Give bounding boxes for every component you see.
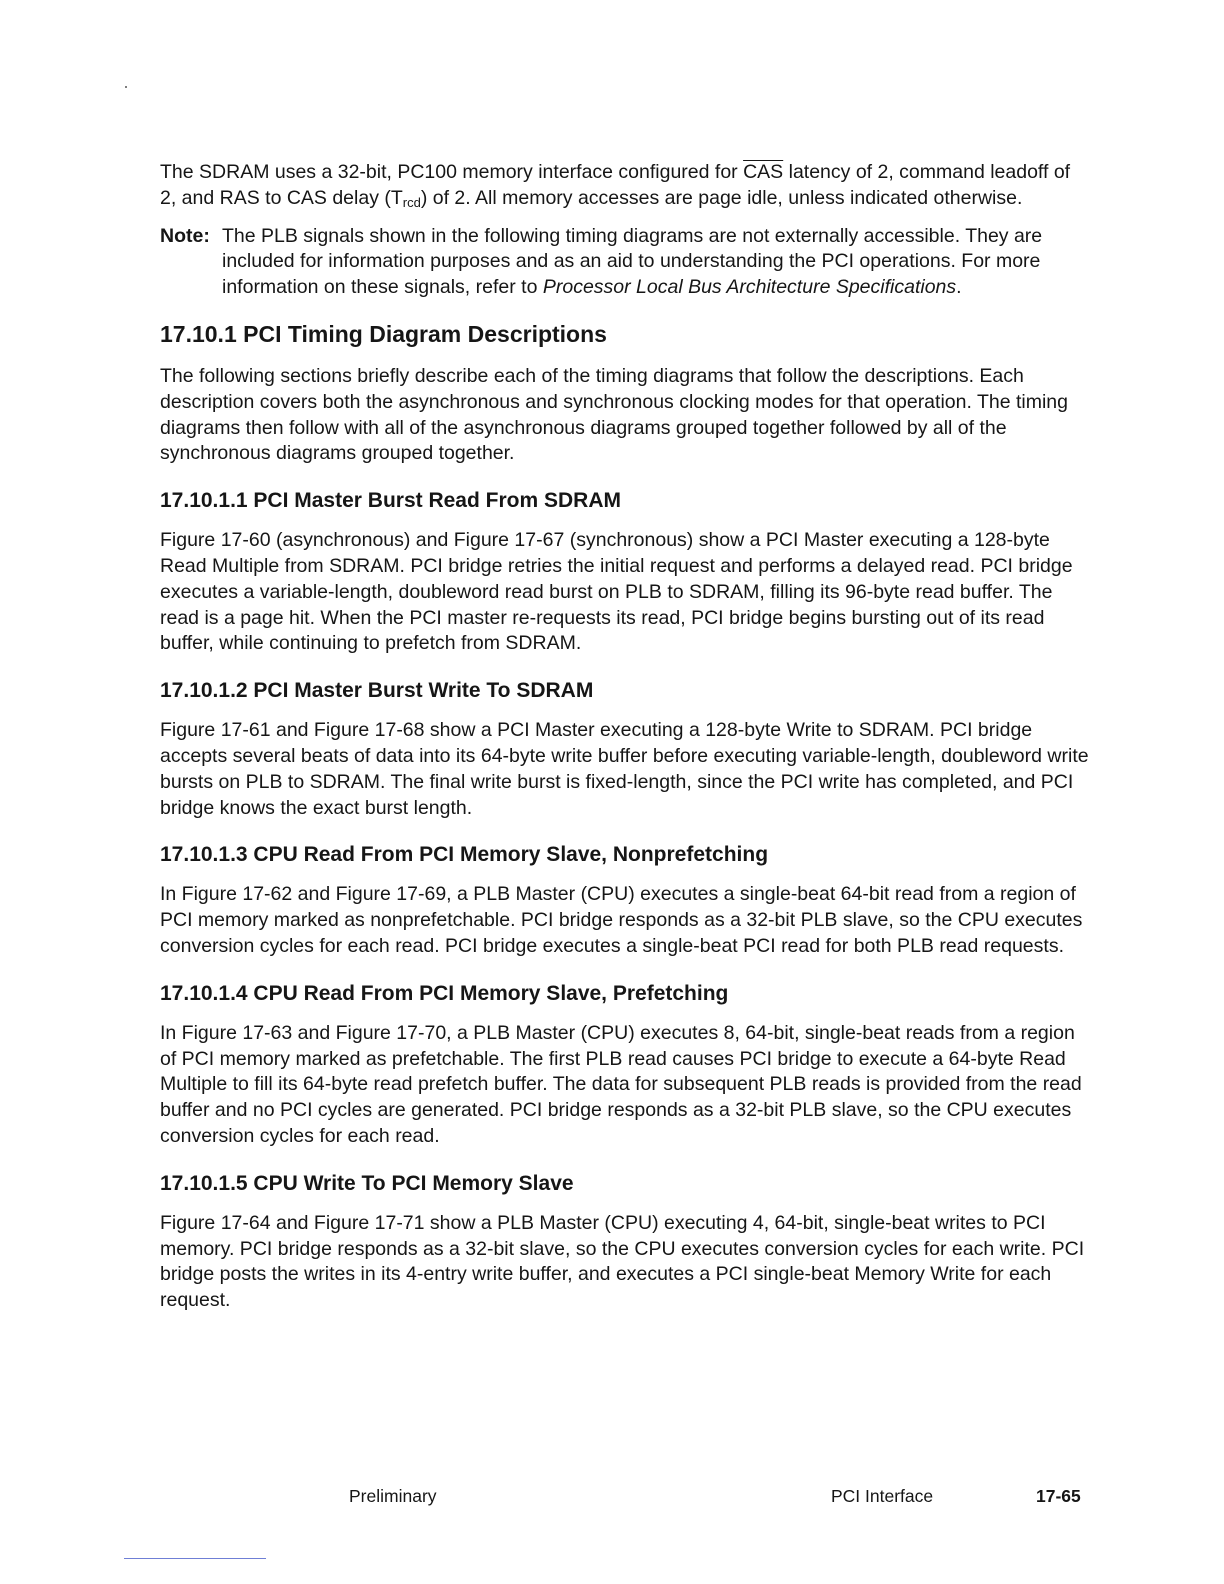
subsection-heading: 17.10.1.2 PCI Master Burst Write To SDRAM	[160, 679, 594, 703]
footer-status: Preliminary	[349, 1486, 437, 1506]
scan-edge-line	[124, 1558, 266, 1559]
note-block	[160, 224, 1090, 301]
subsection-heading: 17.10.1.3 CPU Read From PCI Memory Slave, Nonprefetching	[160, 843, 769, 867]
subsection-body: Figure 17-64 and Figure 17-71 show a PLB Master (CPU) executing 4, 64-bit, single-beat writes to PCI memory. PCI bridge responds as a 32-bit slave, so the CPU executes conversion cycles for each write. PCI bridge posts the writes in its 4-entry write buffer, and executes a PCI single-beat Memory Write for each request.	[160, 1211, 1085, 1312]
subsection-heading: 17.10.1.1 PCI Master Burst Read From SDRAM	[160, 489, 621, 513]
subsection-burst-write	[160, 677, 1090, 821]
subsection-heading: 17.10.1.5 CPU Write To PCI Memory Slave	[160, 1171, 574, 1195]
subsection-heading: 17.10.1.4 CPU Read From PCI Memory Slave, Prefetching	[160, 981, 729, 1005]
section-body: The following sections briefly describe each of the timing diagrams that follow the descriptions. Each description covers both the asynchronous and synchronous clocking modes for that operation. The timing diagrams then follow with all of the asynchronous diagrams grouped together followed by all of the synchronous diagrams grouped together.	[160, 364, 1068, 465]
footer-chapter: PCI Interface	[831, 1486, 934, 1506]
note-label: Note:	[160, 224, 210, 247]
subsection-body: Figure 17-60 (asynchronous) and Figure 17-67 (synchronous) show a PCI Master executing a 128-byte Read Multiple from SDRAM. PCI bridge retries the initial request and performs a delayed read. PCI bridge executes a variable-length, doubleword read burst on PLB to SDRAM, filling its 96-byte read buffer. The read is a page hit. When the PCI master re-requests its read, PCI bridge begins bursting out of its read buffer, while continuing to prefetch from SDRAM.	[160, 529, 1073, 655]
subsection-cpu-write	[160, 1170, 1090, 1314]
scan-speck	[125, 86, 127, 88]
page-content	[160, 160, 1090, 1334]
subsection-read-prefetching	[160, 980, 1090, 1150]
section-heading: 17.10.1 PCI Timing Diagram Descriptions	[160, 320, 607, 347]
subsection-body: Figure 17-61 and Figure 17-68 show a PCI Master executing a 128-byte Write to SDRAM. PCI bridge accepts several beats of data into its 64-byte write buffer before executing variable-length, doubleword write bursts on PLB to SDRAM. The final write burst is fixed-length, since the PCI write has completed, and PCI bridge knows the exact burst length.	[160, 719, 1089, 819]
subsection-read-nonprefetching	[160, 841, 1090, 959]
cas-signal: $\overline{CAS}$	[743, 161, 784, 183]
section-timing-descriptions	[160, 319, 1090, 467]
note-text: The PLB signals shown in the following timing diagrams are not externally accessible. They are included for information purposes and as an aid to understanding the PCI operations. For more information on these signals, refer to Processor Local Bus Architecture Specifications.	[222, 224, 1043, 299]
subsection-burst-read	[160, 487, 1090, 657]
spec-reference: Processor Local Bus Architecture Specifications	[542, 276, 957, 299]
subsection-body: In Figure 17-63 and Figure 17-70, a PLB Master (CPU) executes 8, 64-bit, single-beat reads from a region of PCI memory marked as prefetchable. The first PLB read causes PCI bridge to execute a 64-byte Read Multiple to fill its 64-byte read prefetch buffer. The data for subsequent PLB reads is provided from the read buffer and no PCI cycles are generated. PCI bridge responds as a 32-bit PLB slave, so the CPU executes conversion cycles for each read.	[160, 1021, 1082, 1147]
footer-page-number: 17-65	[1036, 1486, 1081, 1506]
intro-paragraph: The SDRAM uses a 32-bit, PC100 memory interface configured for $\overline{CAS}$ latency of 2, command leadoff of 2, and RAS to CAS delay $(T_{rcd})$ of 2. All memory accesses are page idle, unless indicated otherwise.	[160, 161, 1071, 210]
subsection-body: In Figure 17-62 and Figure 17-69, a PLB Master (CPU) executes a single-beat 64-bit read from a region of PCI memory marked as nonprefetchable. PCI bridge responds as a 32-bit PLB slave, so the CPU executes conversion cycles for each read. PCI bridge executes a single-beat PCI read for both PLB read requests.	[160, 883, 1083, 957]
